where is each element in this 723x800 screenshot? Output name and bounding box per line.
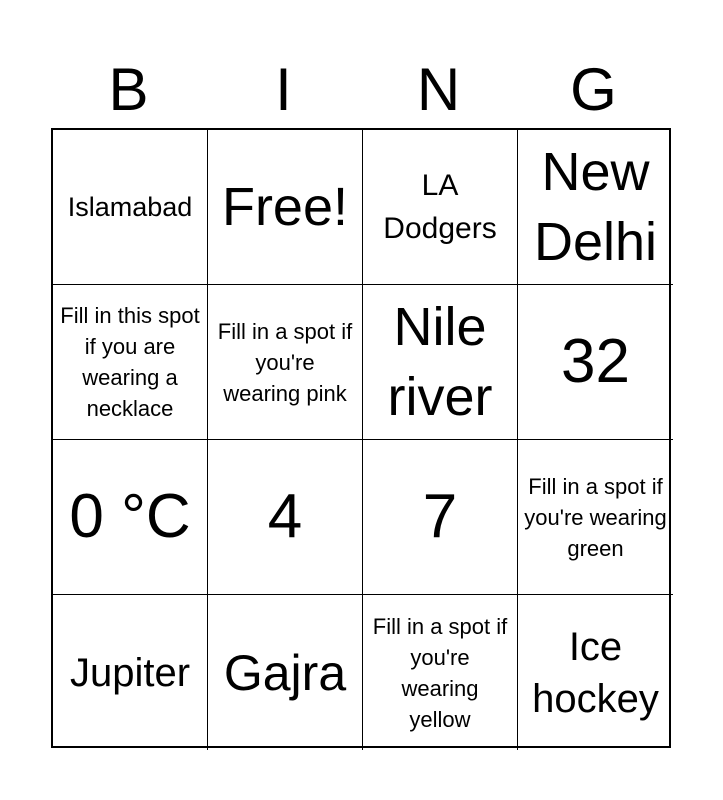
header-letter-g: G: [570, 56, 617, 123]
cell-text: Ice hockey: [532, 624, 659, 721]
bingo-cell[interactable]: [53, 285, 208, 440]
cell-text: LA Dodgers: [383, 169, 497, 245]
bingo-header: [51, 52, 671, 128]
header-letter-b: B: [108, 56, 149, 123]
cell-text: 4: [267, 482, 303, 551]
bingo-cell[interactable]: [53, 595, 208, 750]
bingo-cell[interactable]: [53, 130, 208, 285]
bingo-cell[interactable]: [208, 440, 363, 595]
bingo-cell-free[interactable]: [208, 130, 363, 285]
header-letter-n: N: [416, 56, 461, 123]
bingo-cell[interactable]: [363, 130, 518, 285]
cell-text: Nile river: [387, 297, 493, 427]
bingo-grid: [51, 128, 671, 748]
bingo-cell[interactable]: [53, 440, 208, 595]
cell-text: Fill in this spot if you are wearing a necklace: [60, 303, 200, 421]
bingo-cell[interactable]: [363, 285, 518, 440]
cell-text: Jupiter: [69, 650, 191, 695]
bingo-cell[interactable]: [518, 595, 673, 750]
cell-text: New Delhi: [533, 142, 658, 272]
cell-text: Gajra: [223, 644, 347, 701]
cell-text: 0 °C: [69, 482, 191, 551]
bingo-cell[interactable]: [518, 440, 673, 595]
cell-text: Islamabad: [67, 192, 193, 222]
bingo-cell[interactable]: [518, 285, 673, 440]
cell-text: Free!: [221, 177, 349, 237]
cell-text: Fill in a spot if you're wearing pink: [217, 318, 353, 406]
bingo-cell[interactable]: [363, 440, 518, 595]
cell-text: 7: [422, 482, 458, 551]
header-letter-i: I: [275, 56, 292, 123]
bingo-cell[interactable]: [208, 595, 363, 750]
cell-text: Fill in a spot if you're wearing green: [524, 473, 667, 561]
cell-text: Fill in a spot if you're wearing yellow: [372, 613, 508, 732]
bingo-cell[interactable]: [518, 130, 673, 285]
cell-text: 32: [561, 327, 630, 396]
bingo-cell[interactable]: [208, 285, 363, 440]
bingo-cell[interactable]: [363, 595, 518, 750]
